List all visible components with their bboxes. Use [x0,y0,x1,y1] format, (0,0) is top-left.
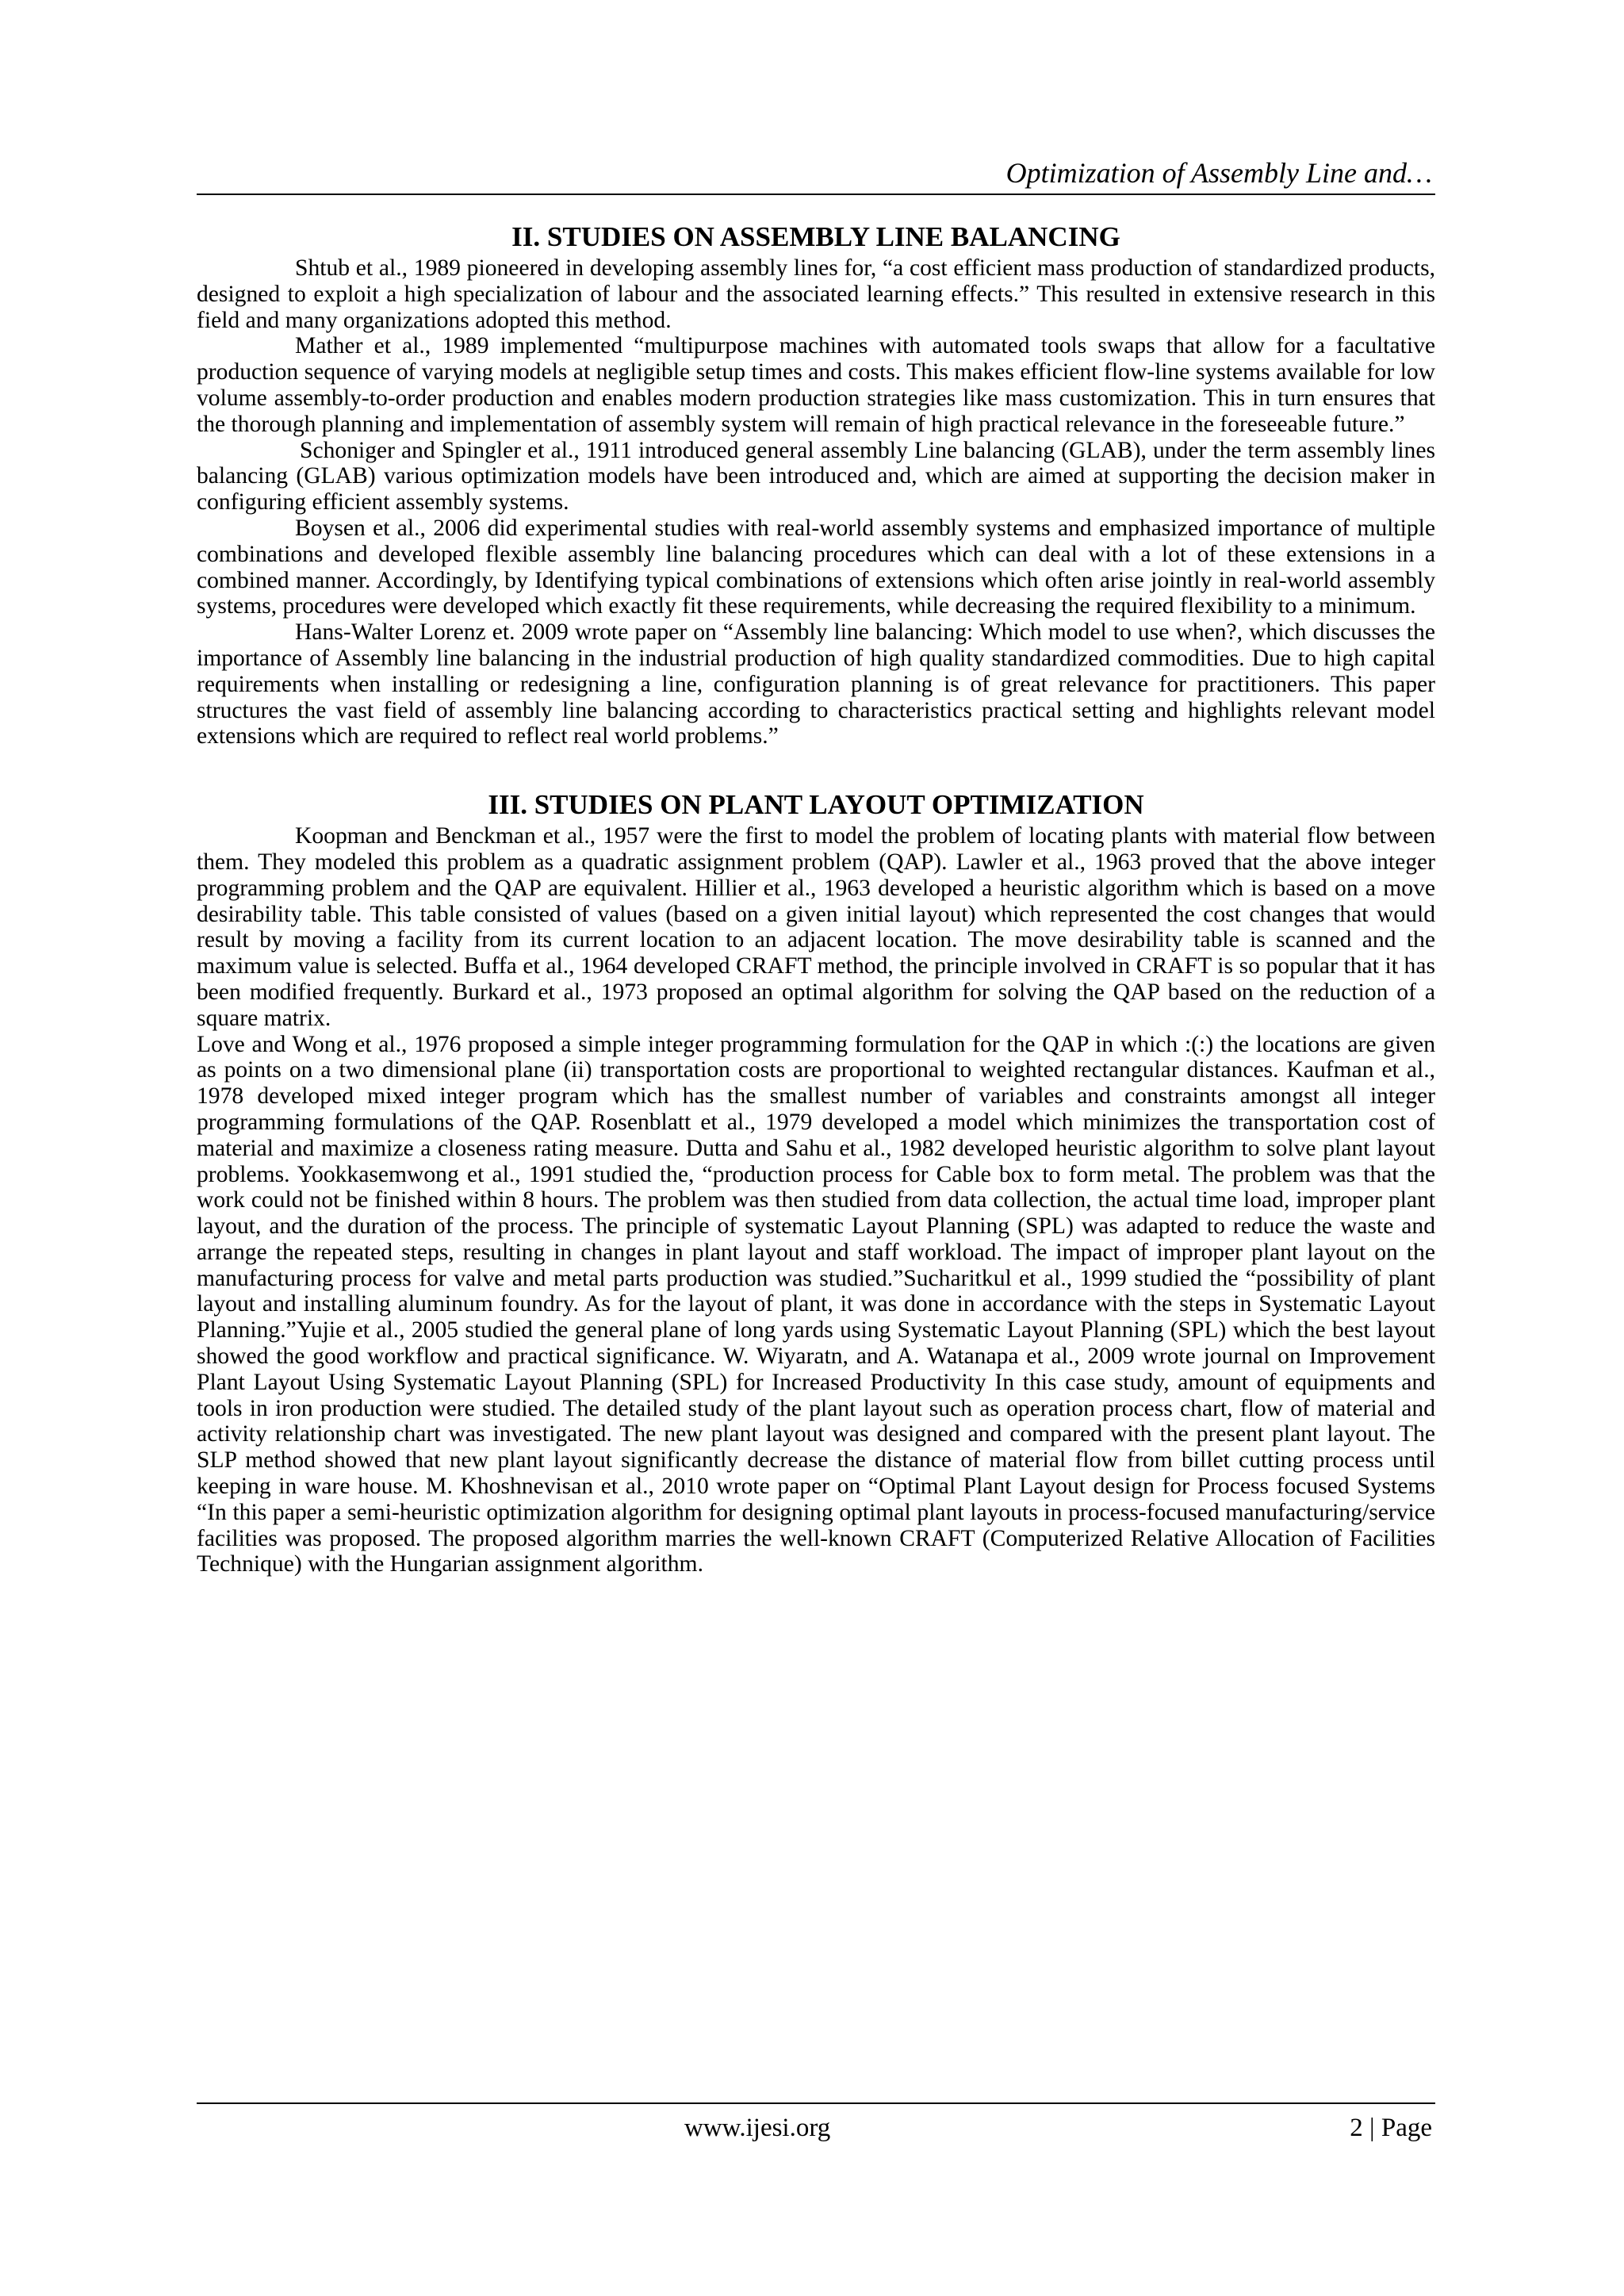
running-title: Optimization of Assembly Line and… [1005,157,1432,189]
page-number: 2 | Page [1350,2114,1432,2142]
paragraph: Shtub et al., 1989 pioneered in developing assembly lines for, “a cost efficient mass production of standardized products, designed to exploit a high specialization of labour and the associated learning effects.” This resulted in extensive research in this field and many organizations adopted this method. [197,255,1435,333]
article-body [197,219,1435,1577]
page-header [197,152,1435,195]
paragraph: Hans-Walter Lorenz et. 2009 wrote paper on “Assembly line balancing: Which model to use when?, which discusses the importance of Assembly line balancing in the industrial production of high quality standardized commodities. Due to high capital requirements when installing or redesigning a line, configuration planning is of great relevance for practitioners. This paper structures the vast field of assembly line balancing according to characteristics practical setting and highlights relevant model extensions which are required to reflect real world problems.” [197,619,1435,749]
paragraph: Koopman and Benckman et al., 1957 were the first to model the problem of locating plants with material flow between them. They modeled this problem as a quadratic assignment problem (QAP). Lawler et al., 1963 proved that the above integer programming problem and the QAP are equivalent. Hillier et al., 1963 developed a heuristic algorithm which is based on a move desirability table. This table consisted of values (based on a given initial layout) which represented the cost changes that would result by moving a facility from its current location to an adjacent location. The move desirability table is scanned and the maximum value is selected. Buffa et al., 1964 developed CRAFT method, the principle involved in CRAFT is so popular that it has been modified frequently. Burkard et al., 1973 proposed an optimal algorithm for solving the QAP based on the reduction of a square matrix. [197,823,1435,1031]
section-heading: II. STUDIES ON ASSEMBLY LINE BALANCING [511,221,1120,252]
paragraph: Love and Wong et al., 1976 proposed a simple integer programming formulation for the QAP in which :(:) the locations are given as points on a two dimensional plane (ii) transportation costs are proportional to weighted rectangular distances. Kaufman et al., 1978 developed mixed integer program which has the smallest number of variables and constraints amongst all integer programming formulations of the QAP. Rosenblatt et al., 1979 developed a model which minimizes the transportation cost of material and maximize a closeness rating measure. Dutta and Sahu et al., 1982 developed heuristic algorithm to solve plant layout problems. Yookkasemwong et al., 1991 studied the, “production process for Cable box to form metal. The problem was that the work could not be finished within 8 hours. The problem was then studied from data collection, the actual time load, improper plant layout, and the duration of the process. The principle of systematic Layout Planning (SPL) was adapted to reduce the waste and arrange the repeated steps, resulting in changes in plant layout and staff workload. The impact of improper plant layout on the manufacturing process for valve and metal parts production was studied.”Sucharitkul et al., 1999 studied the “possibility of plant layout and installing aluminum foundry. As for the layout of plant, it was done in accordance with the steps in Systematic Layout Planning.”Yujie et al., 2005 studied the general plane of long yards using Systematic Layout Planning (SPL) which the best layout showed the good workflow and practical significance. W. Wiyaratn, and A. Watanapa et al., 2009 wrote journal on Improvement Plant Layout Using Systematic Layout Planning (SPL) for Increased Productivity In this case study, amount of equipments and tools in iron production were studied. The detailed study of the plant layout such as operation process chart, flow of material and activity relationship chart was investigated. The new plant layout was designed and compared with the present plant layout. The SLP method showed that new plant layout significantly decrease the distance of material flow from billet cutting process until keeping in ware house. M. Khoshnevisan et al., 2010 wrote paper on “Optimal Plant Layout design for Process focused Systems “In this paper a semi-heuristic optimization algorithm for designing optimal plant layouts in process-focused manufacturing/service facilities was proposed. The proposed algorithm marries the well-known CRAFT (Computerized Relative Allocation of Facilities Technique) with the Hungarian assignment algorithm. [197,1031,1435,1577]
paragraph: Boysen et al., 2006 did experimental studies with real-world assembly systems and emphasized importance of multiple combinations and developed flexible assembly line balancing procedures which can deal with a lot of these extensions in a combined manner. Accordingly, by Identifying typical combinations of extensions which often arise jointly in real-world assembly systems, procedures were developed which exactly fit these requirements, while decreasing the required flexibility to a minimum. [197,515,1435,619]
journal-website: www.ijesi.org [684,2114,831,2142]
page-footer [197,2102,1435,2152]
section-heading: III. STUDIES ON PLANT LAYOUT OPTIMIZATION [488,789,1144,821]
section-plant-layout-optimization [197,787,1435,1577]
paragraph: Mather et al., 1989 implemented “multipurpose machines with automated tools swaps that allow for a facultative production sequence of varying models at negligible setup times and costs. This makes efficient flow-line systems available for low volume assembly-to-order production and enables modern production strategies like mass customization. This in turn ensures that the thorough planning and implementation of assembly system will remain of high practical relevance in the foreseeable future.” [197,333,1435,437]
section-gap [197,749,1435,787]
section-assembly-line-balancing [197,219,1435,749]
paragraph: Schoniger and Spingler et al., 1911 introduced general assembly Line balancing (GLAB), under the term assembly lines balancing (GLAB) various optimization models have been introduced and, which are aimed at supporting the decision maker in configuring efficient assembly systems. [197,437,1435,516]
